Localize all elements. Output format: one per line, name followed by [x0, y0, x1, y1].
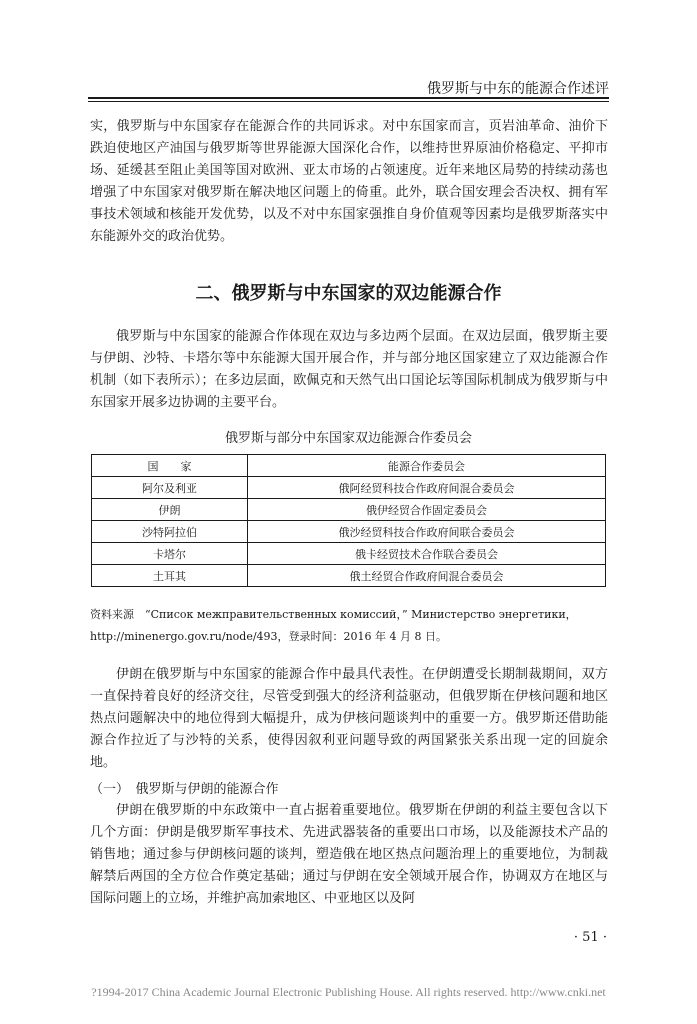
paragraph-4: 伊朗在俄罗斯的中东政策中一直占据着重要地位。俄罗斯在伊朗的利益主要包含以下几个方面：伊朗是俄罗斯军事技术、先进武器装备的重要出口市场，以及能源技术产品的销售地；通过参与伊朗核问题的谈判，塑造俄在地区热点问题治理上的重要地位，为制裁解禁后两国的全方位合作奠定基础；通过与伊朗在安全领域开展合作，协调双方在地区与国际问题上的立场，并维护高加索地区、中亚地区以及阿	[90, 803, 608, 906]
cell-committee: 俄伊经贸合作固定委员会	[248, 499, 606, 521]
header-rule-thick	[88, 97, 609, 99]
committee-table	[91, 454, 606, 587]
paragraph-1: 实，俄罗斯与中东国家存在能源合作的共同诉求。对中东国家而言，页岩油革命、油价下跌迫使地区产油国与俄罗斯等世界能源大国深化合作，以维持世界原油价格稳定、平抑市场、延缓甚至阻止美国等国对欧洲、亚太市场的占领速度。近年来地区局势的持续动荡也增强了中东国家对俄罗斯在解决地区问题上的倚重。此外，联合国安理会否决权、拥有军事技术领域和核能开发优势，以及不对中东国家强推自身价值观等因素均是俄罗斯落实中东能源外交的政治优势。	[90, 119, 608, 244]
table-row	[92, 565, 606, 587]
subsection-title: （一） 俄罗斯与伊朗的能源合作	[90, 782, 279, 797]
cell-country: 土耳其	[92, 565, 248, 587]
cell-country: 阿尔及利亚	[92, 477, 248, 499]
table-caption: 俄罗斯与部分中东国家双边能源合作委员会	[224, 431, 472, 446]
copyright-footer: ?1994-2017 China Academic Journal Electronic Publishing House. All rights reserved. http://www.cnki.net	[91, 985, 606, 999]
table-row	[92, 499, 606, 521]
header-committee: 能源合作委员会	[248, 455, 606, 477]
table-row	[92, 543, 606, 565]
paragraph-2: 俄罗斯与中东国家的能源合作体现在双边与多边两个层面。在双边层面，俄罗斯主要与伊朗、沙特、卡塔尔等中东能源大国开展合作，并与部分地区国家建立了双边能源合作机制（如下表所示）；在多边层面，欧佩克和天然气出口国论坛等国际机制成为俄罗斯与中东国家开展多边协调的主要平台。	[90, 329, 608, 410]
running-head-title: 俄罗斯与中东的能源合作述评	[427, 81, 609, 97]
header-country: 国 家	[92, 455, 248, 477]
cell-committee: 俄卡经贸技术合作联合委员会	[248, 543, 606, 565]
page-number: · 51 ·	[573, 930, 607, 945]
paragraph-3: 伊朗在俄罗斯与中东国家的能源合作中最具代表性。在伊朗遭受长期制裁期间，双方一直保持着良好的经济交往，尽管受到强大的经济利益驱动，但俄罗斯在伊核问题和地区热点问题解决中的地位得到大幅提升，成为伊核问题谈判中的重要一方。俄罗斯还借助能源合作拉近了与沙特的关系，使得因叙利亚问题导致的两国紧张关系出现一定的回旋余地。	[90, 667, 608, 770]
section-title: 二、俄罗斯与中东国家的双边能源合作	[195, 283, 502, 304]
cell-committee: 俄沙经贸科技合作政府间联合委员会	[248, 521, 606, 543]
cell-country: 沙特阿拉伯	[92, 521, 248, 543]
header-rule-thin	[88, 101, 609, 102]
cell-country: 卡塔尔	[92, 543, 248, 565]
cell-committee: 俄阿经贸科技合作政府间混合委员会	[248, 477, 606, 499]
cell-committee: 俄土经贸合作政府间混合委员会	[248, 565, 606, 587]
table-row	[92, 477, 606, 499]
table-header-row	[92, 455, 606, 477]
table-row	[92, 521, 606, 543]
table-source-note: 资料来源 “Список межправительственных комиссий，” Министерство энергетики，http://minenergo.gov.ru/node/493，登录时间：2016 年 4 月 8 日。	[90, 608, 577, 643]
cell-country: 伊朗	[92, 499, 248, 521]
